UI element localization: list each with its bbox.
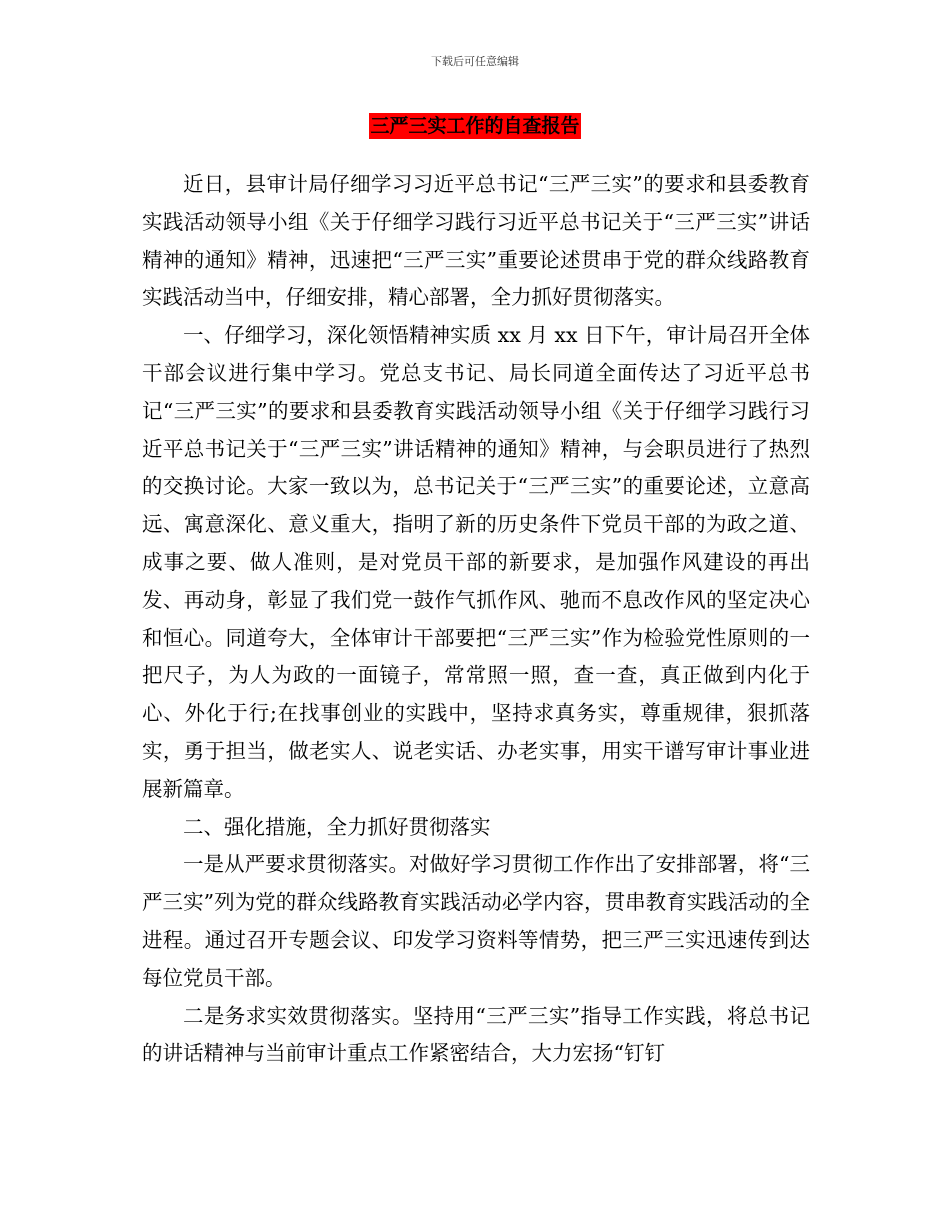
document-body xyxy=(142,166,810,1073)
title-container xyxy=(0,113,950,139)
paragraph-point-two: 二是务求实效贯彻落实。坚持用“三严三实”指导工作实践，将总书记的讲话精神与当前审计重点工作紧密结合，大力宏扬“钉钉 xyxy=(142,1003,810,1066)
document-title: 三严三实工作的自查报告 xyxy=(370,115,580,137)
paragraph-point-one: 一是从严要求贯彻落实。对做好学习贯彻工作作出了安排部署，将“三严三实”列为党的群众线路教育实践活动必学内容，贯串教育实践活动的全进程。通过召开专题会议、印发学习资料等情势，把三严三实迅速传到达每位党员干部。 xyxy=(142,852,810,990)
section-two-heading: 二、强化措施，全力抓好贯彻落实 xyxy=(183,814,491,839)
page-header-note: 下载后可任意编辑 xyxy=(431,55,519,68)
paragraph-intro: 近日，县审计局仔细学习习近平总书记“三严三实”的要求和县委教育实践活动领导小组《关于仔细学习践行习近平总书记关于“三严三实”讲话精神的通知》精神，迅速把“三严三实”重要论述贯串于党的群众线路教育实践活动当中，仔细安排，精心部署，全力抓好贯彻落实。 xyxy=(142,172,810,310)
paragraph-section-one: 一、仔细学习，深化领悟精神实质 xx 月 xx 日下午，审计局召开全体干部会议进行集中学习。党总支书记、局长同道全面传达了习近平总书记“三严三实”的要求和县委教育实践活动领导小组《关于仔细学习践行习近平总书记关于“三严三实”讲话精神的通知》精神，与会职员进行了热烈的交换讨论。大家一致以为，总书记关于“三严三实”的重要论述，立意高远、寓意深化、意义重大，指明了新的历史条件下党员干部的为政之道、成事之要、做人准则，是对党员干部的新要求，是加强作风建设的再出发、再动身，彰显了我们党一鼓作气抓作风、驰而不息改作风的坚定决心和恒心。同道夸大，全体审计干部要把“三严三实”作为检验党性原则的一把尺子，为人为政的一面镜子，常常照一照，查一查，真正做到内化于心、外化于行;在找事创业的实践中，坚持求真务实，尊重规律，狠抓落实，勇于担当，做老实人、说老实话、办老实事，用实干谱写审计事业进展新篇章。 xyxy=(142,323,810,801)
